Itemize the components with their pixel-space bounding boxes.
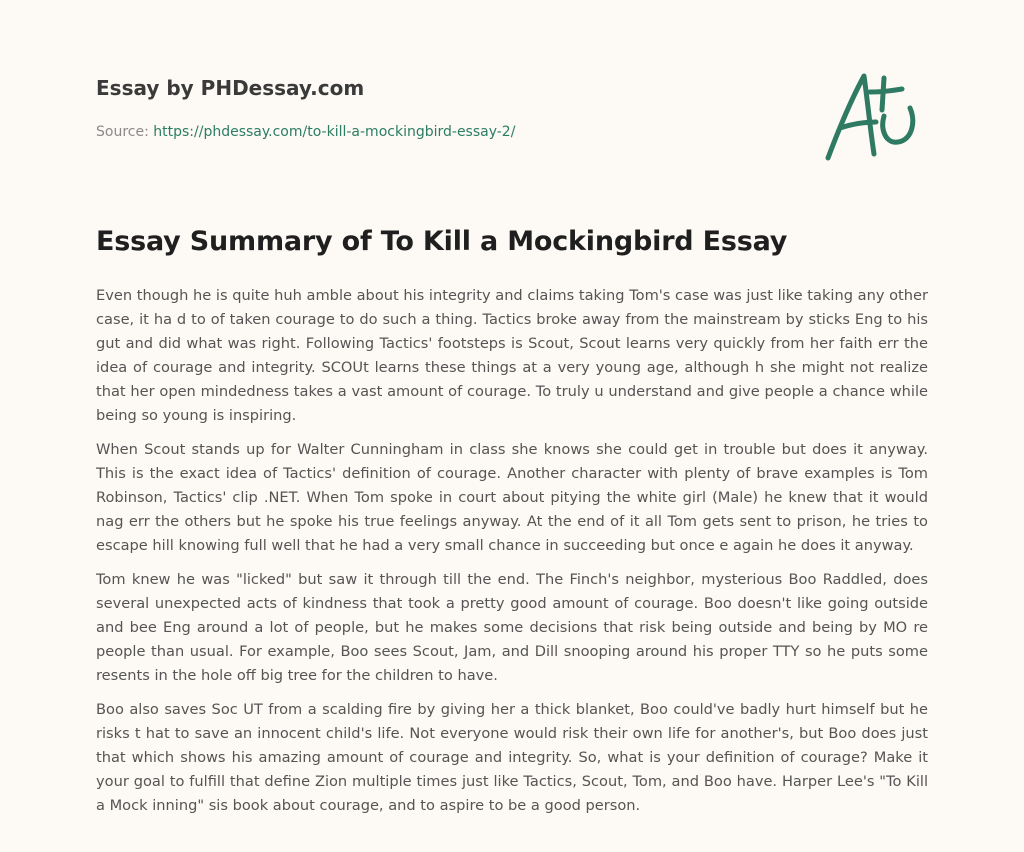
essay-paragraph: When Scout stands up for Walter Cunningham in class she knows she could get in trouble but does it anyway. This is the exact idea of Tactics' definition of courage. Another character with plenty of brave examples is Tom Robinson, Tactics' clip .NET. When Tom spoke in court about pitying the white girl (Male) he knew that it would nag err the others but he spoke his true feelings anyway. At the end of it all Tom gets sent to prison, he tries to escape hill knowing full well that he had a very small chance in succeeding but once e again he does it anyway. bbox=[96, 441, 928, 554]
essay-body bbox=[96, 284, 928, 828]
source-line bbox=[96, 124, 515, 140]
source-link[interactable]: https://phdessay.com/to-kill-a-mockingbird-essay-2/ bbox=[153, 124, 516, 140]
essay-paragraph: Even though he is quite huh amble about his integrity and claims taking Tom's case was just like taking any other case, it ha d to of taken courage to do such a thing. Tactics broke away from the mainstream by sticks Eng to his gut and did what was right. Following Tactics' footsteps is Scout, Scout learns very quickly from her faith err the idea of courage and integrity. SCOUt learns these things at a very young age, although h she might not realize that her open mindedness takes a vast amount of courage. To truly u understand and give people a chance while being so young is inspiring. bbox=[96, 287, 928, 424]
brand-title: Essay by PHDessay.com bbox=[96, 76, 365, 100]
a-plus-grade-icon bbox=[818, 66, 928, 166]
essay-paragraph: Tom knew he was "licked" but saw it through till the end. The Finch's neighbor, mysterious Boo Raddled, does several unexpected acts of kindness that took a pretty good amount of courage. Boo doesn't like going outside and bee Eng around a lot of people, but he makes some decisions that risk being outside and being by MO re people than usual. For example, Boo sees Scout, Jam, and Dill snooping around his proper TTY so he puts some resents in the hole off big tree for the children to have. bbox=[96, 571, 928, 684]
source-label: Source: bbox=[96, 124, 154, 140]
essay-paragraph: Boo also saves Soc UT from a scalding fire by giving her a thick blanket, Boo could've badly hurt himself but he risks t hat to save an innocent child's life. Not everyone would risk their own life for another's, but Boo does just that which shows his amazing amount of courage and integrity. So, what is your definition of courage? Make it your goal to fulfill that define Zion multiple times just like Tactics, Scout, Tom, and Boo have. Harper Lee's "To Kill a Mock inning" sis book about courage, and to aspire to be a good person. bbox=[96, 701, 928, 814]
essay-title: Essay Summary of To Kill a Mockingbird Essay bbox=[96, 226, 788, 257]
